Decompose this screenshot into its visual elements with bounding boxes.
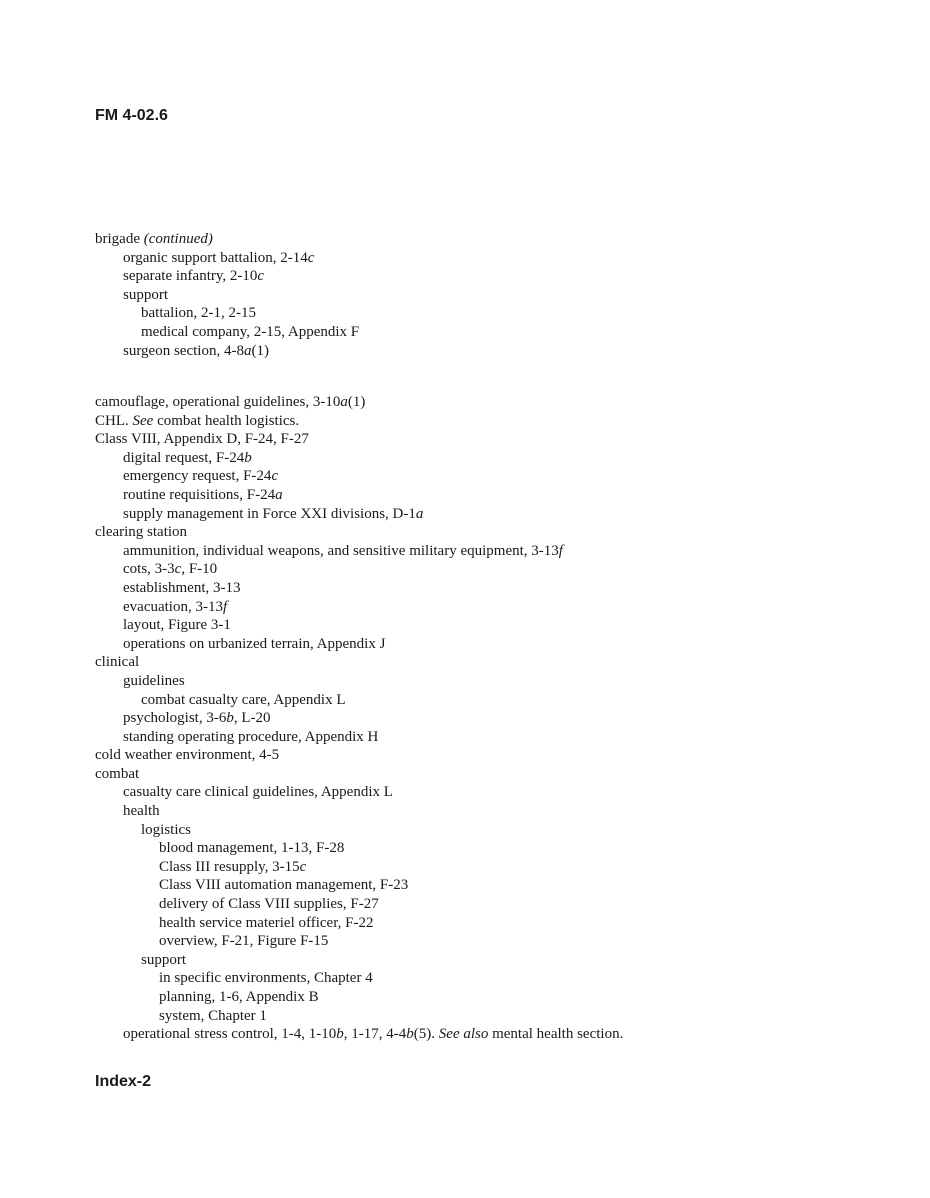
- index-entry: [95, 430, 895, 449]
- index-entry: [95, 393, 895, 412]
- index-entry-text: delivery of Class VIII supplies, F-27: [159, 896, 379, 913]
- index-entry: [95, 969, 895, 988]
- index-entry-text: , 1-17, 4-4: [343, 1026, 407, 1043]
- index-entry: [95, 249, 895, 268]
- index-entry-italic: a: [243, 342, 252, 359]
- index-entry-text: Class VIII automation management, F-23: [159, 877, 409, 894]
- index-entry-text: clearing station: [95, 524, 188, 541]
- index-entry-italic: See also: [438, 1026, 489, 1043]
- index-entry-italic: c: [299, 858, 307, 875]
- index-entry-text: cold weather environment, 4-5: [95, 747, 280, 764]
- index-entry-text: combat: [95, 765, 140, 782]
- index-entry-text: in specific environments, Chapter 4: [159, 970, 373, 987]
- index-entry: [95, 691, 895, 710]
- index-entry-text: Class III resupply, 3-15: [159, 858, 300, 875]
- index-entry-italic: c: [257, 268, 265, 285]
- index-entry: [95, 672, 895, 691]
- page-number: Index-2: [95, 1073, 152, 1090]
- index-entry: [95, 304, 895, 323]
- index-entry-italic: b: [226, 710, 234, 727]
- index-entry: [95, 1025, 895, 1044]
- index-entry: [95, 821, 895, 840]
- index-entry-text: guidelines: [123, 672, 185, 689]
- index-entry: [95, 486, 895, 505]
- index-entry-italic: c: [271, 468, 279, 485]
- index-entry: [95, 746, 895, 765]
- index-entry-italic: f: [222, 598, 228, 615]
- index-entry: [95, 653, 895, 672]
- index-entry: [95, 267, 895, 286]
- index-entry-text: (1): [251, 342, 269, 359]
- index-entry: [95, 951, 895, 970]
- index-entry: [95, 449, 895, 468]
- index-entry-text: establishment, 3-13: [123, 579, 241, 596]
- index-entry: [95, 932, 895, 951]
- index-entry-text: support: [123, 286, 168, 303]
- index-entry: [95, 728, 895, 747]
- index-entry-italic: a: [415, 505, 424, 522]
- index-entry-italic: (continued): [143, 231, 213, 247]
- index-entry: [95, 635, 895, 654]
- index-entry-text: , F-10: [181, 561, 218, 578]
- index-entry-text: clinical: [95, 654, 140, 671]
- index-entry: [95, 765, 895, 784]
- index-entry-text: routine requisitions, F-24: [123, 486, 276, 503]
- index-entry-text: logistics: [141, 821, 192, 838]
- index-entry: [95, 1007, 895, 1026]
- index-entry-text: combat casualty care, Appendix L: [141, 691, 346, 708]
- index-entry-italic: c: [174, 561, 182, 578]
- index-entry-text: , L-20: [233, 710, 271, 727]
- index-entry: [95, 876, 895, 895]
- index-entry: [95, 616, 895, 635]
- index-entry: [95, 802, 895, 821]
- index-entry-text: supply management in Force XXI divisions, D-1: [123, 505, 416, 522]
- index-entry-text: Class VIII, Appendix D, F-24, F-27: [95, 431, 309, 448]
- index-entry: [95, 783, 895, 802]
- index-block-c-entries: [95, 393, 895, 1044]
- index-entry-text: planning, 1-6, Appendix B: [159, 989, 319, 1005]
- index-entry: [95, 286, 895, 305]
- index-entry: [95, 988, 895, 1007]
- index-entry: [95, 914, 895, 933]
- index-entry-text: (5).: [413, 1026, 439, 1043]
- index-entry: [95, 523, 895, 542]
- index-entry-text: separate infantry, 2-10: [123, 268, 258, 285]
- index-entry-text: surgeon section, 4-8: [123, 342, 244, 359]
- index-entry-italic: f: [558, 542, 563, 559]
- index-entry-text: medical company, 2-15, Appendix F: [141, 323, 360, 340]
- index-entry-text: casualty care clinical guidelines, Appendix L: [123, 784, 393, 801]
- index-entry-text: health service materiel officer, F-22: [159, 914, 374, 931]
- index-entry: [95, 895, 895, 914]
- index-entry: [95, 598, 895, 617]
- running-head: FM 4-02.6: [95, 107, 168, 124]
- index-entry-italic: a: [340, 394, 348, 410]
- index-entry-text: standing operating procedure, Appendix H: [123, 728, 379, 745]
- index-entry: [95, 709, 895, 728]
- index-entry: [95, 505, 895, 524]
- index-entry: [95, 323, 895, 342]
- index-entry-text: brigade: [95, 231, 144, 247]
- index-entry-italic: a: [275, 486, 283, 503]
- index-entry-text: system, Chapter 1: [159, 1007, 267, 1024]
- index-entry-text: health: [123, 803, 160, 820]
- index-entry-text: ammunition, individual weapons, and sensitive military equipment, 3-13: [123, 542, 559, 559]
- index-entry-text: operational stress control, 1-4, 1-10: [123, 1026, 337, 1043]
- index-entry-text: evacuation, 3-13: [123, 598, 223, 615]
- index-entry-text: organic support battalion, 2-14: [123, 249, 308, 266]
- index-entry-italic: b: [406, 1026, 414, 1043]
- index-entry: [95, 467, 895, 486]
- index-entry-text: mental health section.: [488, 1026, 624, 1043]
- index-entry: [95, 858, 895, 877]
- index-entry: [95, 412, 895, 431]
- index-entry-text: (1): [347, 394, 366, 410]
- index-entry: [95, 579, 895, 598]
- index-entry-text: support: [141, 951, 186, 968]
- index-entry-text: digital request, F-24: [123, 449, 245, 466]
- index-entry-italic: See: [132, 412, 154, 429]
- index-entry: [95, 342, 895, 361]
- index-entry-text: operations on urbanized terrain, Appendix J: [123, 635, 386, 652]
- index-entry-text: psychologist, 3-6: [123, 710, 227, 727]
- index-entry-text: camouflage, operational guidelines, 3-10: [95, 394, 341, 410]
- index-entry-text: blood management, 1-13, F-28: [159, 840, 345, 857]
- index-entry-text: layout, Figure 3-1: [123, 617, 231, 634]
- index-entry-text: cots, 3-3: [123, 561, 175, 578]
- index-block-brigade: [95, 230, 895, 360]
- index-entry-text: combat health logistics.: [153, 412, 300, 429]
- index-entry-text: overview, F-21, Figure F-15: [159, 933, 329, 950]
- index-entry: [95, 230, 895, 249]
- index-entry-italic: c: [307, 249, 315, 266]
- index-entry: [95, 839, 895, 858]
- index-entry-italic: b: [336, 1026, 344, 1043]
- index-entry-text: CHL.: [95, 412, 133, 429]
- index-entry-text: battalion, 2-1, 2-15: [141, 305, 256, 322]
- index-entry-text: emergency request, F-24: [123, 468, 272, 485]
- index-entry-italic: b: [244, 449, 252, 466]
- index-entry: [95, 542, 895, 561]
- index-entry: [95, 560, 895, 579]
